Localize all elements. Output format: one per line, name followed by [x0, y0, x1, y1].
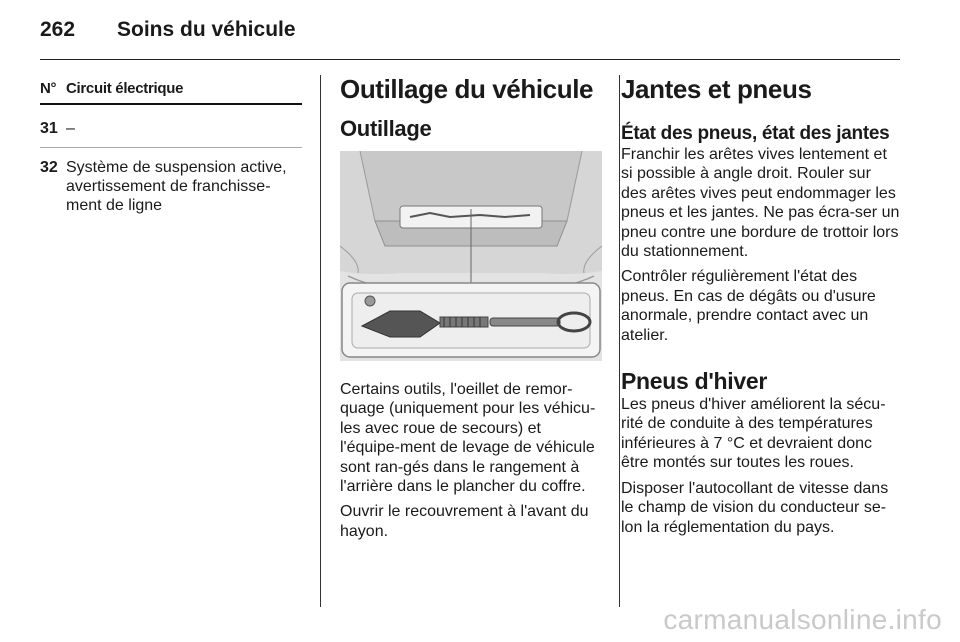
- row-number: 32: [40, 159, 58, 176]
- column-divider-1: [320, 75, 321, 607]
- table-row: [40, 158, 302, 215]
- header-number: N°: [40, 80, 57, 97]
- tyre-state-heading: État des pneus, état des jantes: [621, 123, 890, 144]
- row-circuit: Système de suspension active, avertissement de franchisse-ment de ligne: [66, 159, 287, 214]
- fuse-table-header: [40, 80, 302, 105]
- trunk-tools-illustration: [340, 151, 602, 361]
- section-title: Soins du véhicule: [117, 18, 296, 41]
- header-rule: [40, 59, 900, 60]
- row-number: 31: [40, 120, 58, 137]
- winter-tyres-paragraph: Les pneus d'hiver améliorent la sécu-rité de conduite à des températures inférieures à 7 °C et devraient donc être montés sur toutes les roues.: [621, 396, 886, 472]
- row-separator: [40, 147, 302, 148]
- tyre-state-paragraph: Franchir les arêtes vives lentement et si possible à angle droit. Rouler sur des arêtes vives peut endommager les pneus et les jantes. Ne pas écra-ser un pneu contre une bordure de trottoir lors du stationnement.: [621, 146, 900, 261]
- column-divider-2: [619, 75, 620, 607]
- winter-tyres-paragraph: Disposer l'autocollant de vitesse dans le champ de vision du conducteur se-lon la réglementation du pays.: [621, 479, 889, 536]
- watermark: carmanualsonline.info: [663, 604, 942, 635]
- tools-paragraph: Certains outils, l'oeillet de remor-quage (uniquement pour les véhicu-les avec roue de secours) et l'équipe-ment de levage de véhicule sont ran-gés dans le rangement à l'arrière dans le plancher du coffre.: [340, 381, 596, 496]
- header-circuit: Circuit électrique: [66, 80, 184, 97]
- row-circuit: –: [66, 120, 75, 137]
- tools-subtitle: Outillage: [340, 116, 432, 141]
- tyres-section: [621, 73, 901, 537]
- table-row: [40, 119, 302, 138]
- winter-tyres-heading: Pneus d'hiver: [621, 368, 768, 395]
- page-header: [40, 18, 900, 48]
- tools-title: Outillage du véhicule: [340, 74, 594, 104]
- tools-section: [340, 73, 602, 541]
- fuse-table: [40, 80, 302, 215]
- tyres-title: Jantes et pneus: [621, 74, 812, 104]
- page-number: 262: [40, 18, 76, 41]
- tools-paragraph: Ouvrir le recouvrement à l'avant du hayon.: [340, 503, 589, 540]
- tyre-state-paragraph: Contrôler régulièrement l'état des pneus. En cas de dégâts ou d'usure anormale, prendre contact avec un atelier.: [621, 268, 876, 344]
